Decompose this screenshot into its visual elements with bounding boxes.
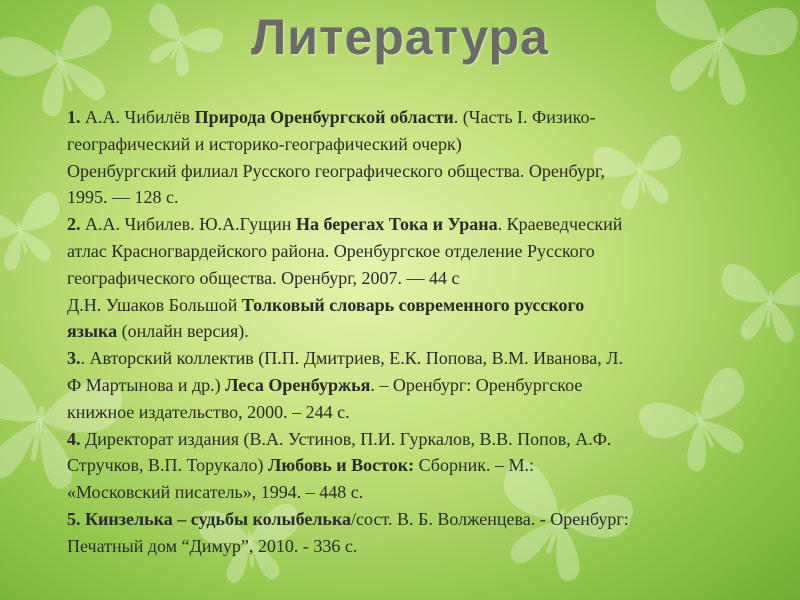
reference-bold-text: Толковый словарь современного русского [241, 294, 585, 315]
reference-line [67, 184, 767, 211]
reference-bold-text: Природа Оренбургской области [194, 107, 454, 127]
reference-bold-text: 4. [67, 428, 81, 449]
reference-line [67, 372, 767, 399]
reference-item [67, 426, 767, 506]
reference-line [67, 238, 767, 265]
reference-text: А.А. Чибилёв [80, 107, 195, 127]
reference-item [67, 104, 767, 211]
reference-line [67, 426, 767, 453]
reference-text: /сост. В. Б. Волженцева. - Оренбург: [351, 508, 629, 529]
reference-bold-text: 1. [67, 107, 81, 127]
reference-text: книжное издательство, 2000. – 244 с. [67, 401, 350, 422]
reference-text: . Краеведческий [497, 214, 623, 235]
reference-line [67, 318, 767, 345]
reference-item [67, 345, 767, 425]
reference-text: Стручков, В.П. Торукало) [67, 455, 269, 476]
reference-line [67, 399, 767, 426]
reference-text: географического общества. Оренбург, 2007. — 44 с [67, 267, 460, 288]
reference-text: «Московский писатель», 1994. – 448 с. [67, 482, 364, 503]
reference-text: (онлайн версия). [117, 321, 249, 342]
reference-line [67, 265, 767, 292]
reference-line [67, 131, 767, 158]
reference-line [67, 211, 767, 238]
reference-text: Сборник. – М.: [414, 455, 534, 476]
reference-bold-text: 2. [67, 214, 81, 235]
reference-line [67, 506, 767, 533]
reference-text: . (Часть I. Физико- [453, 107, 596, 127]
reference-text: . Авторский коллектив (П.П. Дмитриев, Е.К. Попова, В.М. Иванова, Л. [80, 348, 623, 369]
reference-list [67, 104, 767, 560]
reference-text: Печатный дом “Димур”, 2010. - 336 с. [67, 535, 358, 556]
reference-bold-text: На берегах Тока и Урана [295, 214, 498, 235]
reference-line [67, 104, 767, 131]
reference-bold-text: 3. [67, 348, 81, 369]
reference-line [67, 345, 767, 372]
reference-item [67, 506, 767, 560]
reference-line [67, 533, 767, 560]
reference-text: . – Оренбург: Оренбургское [370, 374, 583, 395]
reference-bold-text: Любовь и Восток: [268, 455, 415, 476]
reference-line [67, 479, 767, 506]
reference-text: Ф Мартынова и др.) [67, 374, 226, 395]
reference-text: А.А. Чибилев. Ю.А.Гущин [80, 214, 296, 235]
reference-text: Оренбургский филиал Русского географического общества. Оренбург, [67, 160, 605, 181]
reference-text: географический и историко-географический очерк) [67, 133, 462, 154]
reference-text: Д.Н. Ушаков Большой [67, 294, 242, 315]
reference-text: 1995. — 128 с. [67, 187, 179, 208]
reference-text: атлас Красногвардейского района. Оренбургское отделение Русского [67, 240, 595, 261]
page-title: Литература [251, 9, 549, 65]
reference-bold-text: 5. Кинзелька – судьбы колыбелька [67, 508, 352, 529]
reference-line [67, 452, 767, 479]
reference-text: Директорат издания (В.А. Устинов, П.И. Гуркалов, В.В. Попов, А.Ф. [80, 428, 612, 449]
reference-bold-text: языка [67, 321, 118, 342]
reference-item [67, 211, 767, 345]
reference-line [67, 292, 767, 319]
reference-bold-text: Леса Оренбуржья [225, 374, 371, 395]
reference-line [67, 158, 767, 185]
